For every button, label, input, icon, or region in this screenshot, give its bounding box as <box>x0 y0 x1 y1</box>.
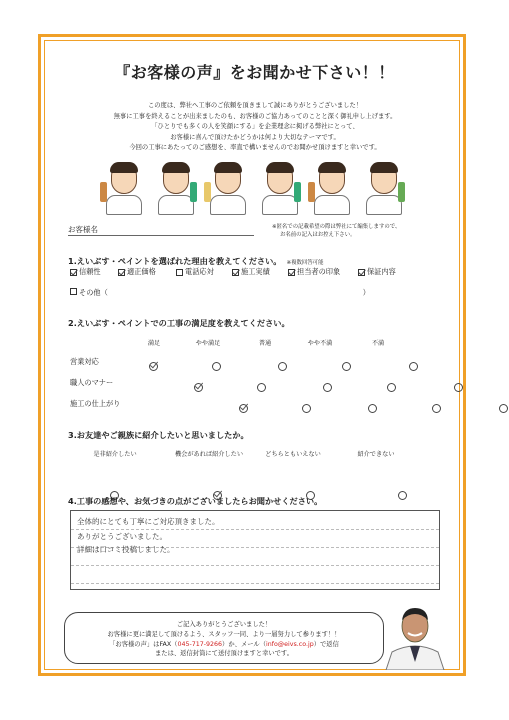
checkbox[interactable] <box>232 269 239 276</box>
q1-option-label: 保証内容 <box>367 267 396 276</box>
q3-option-label: どちらともいえない <box>265 451 321 458</box>
q1-option[interactable] <box>176 267 232 277</box>
q2-radio[interactable] <box>368 404 377 413</box>
privacy-note <box>272 223 400 239</box>
footer-line: お客様に更に満足して頂けるよう、スタッフ一同、より一層努力して参ります！！ <box>107 630 341 638</box>
q2-column-header: 不満 <box>371 340 385 347</box>
customer-name-field[interactable] <box>68 235 254 236</box>
checkbox[interactable] <box>70 269 77 276</box>
staff-illustration <box>312 162 352 216</box>
q2-radio[interactable] <box>257 383 266 392</box>
q4-title: 4.工事の感想や、お気づきの点がございましたらお聞かせください。 <box>68 496 323 506</box>
q2-radio[interactable] <box>387 383 396 392</box>
q1-option[interactable] <box>232 267 288 277</box>
q2-column-header: 満足 <box>147 340 161 347</box>
footer-line: ご記入ありがとうございました！ <box>176 621 272 628</box>
comment-line: 詳細は口コミ投稿しました。 <box>77 545 175 554</box>
intro-line: 今回の工事にあたってのご感想を、率直で構いませんのでお聞かせ頂けますと幸いです。 <box>129 144 381 151</box>
staff-illustration <box>104 162 144 216</box>
q2-radio[interactable] <box>432 404 441 413</box>
q1-option-label: 施工実績 <box>241 267 270 276</box>
q1-options <box>70 267 408 277</box>
q2-radio[interactable] <box>342 362 351 371</box>
footer-message <box>66 620 382 659</box>
q3-radio[interactable] <box>398 491 407 500</box>
q2-radio[interactable] <box>454 383 463 392</box>
intro-line: この度は、弊社へ工事のご依頼を頂きまして誠にありがとうございました！ <box>147 102 363 109</box>
q2-radio[interactable] <box>149 362 158 371</box>
q2-radio[interactable] <box>499 404 508 413</box>
q2-radio[interactable] <box>212 362 221 371</box>
q2-row-label: 職人のマナー <box>70 378 114 387</box>
staff-illustration <box>208 162 248 216</box>
staff-illustration <box>260 162 300 216</box>
q1-option-label: 信頼性 <box>79 267 101 276</box>
privacy-note-line: お名前の記入はお控え下さい。 <box>280 232 356 238</box>
page-title: 『お客様の声』をお聞かせ下さい！！ <box>114 63 395 82</box>
staff-illustration <box>364 162 404 216</box>
staff-illustration <box>156 162 196 216</box>
staff-illustrations <box>104 162 404 216</box>
q2-column-header: やや満足 <box>195 340 221 347</box>
intro-line: 無事に工事を終えることが出来ましたのも、お客様のご協力あってのことと深く御礼申し上げます。 <box>113 112 397 120</box>
email-link[interactable]: info@eivs.co.jp <box>266 640 314 648</box>
q1-option-label: 電話応対 <box>185 267 214 276</box>
q1-option[interactable] <box>288 267 358 277</box>
checkbox[interactable] <box>70 288 77 295</box>
q3-option-label: 紹介できない <box>357 451 395 458</box>
q2-column-header: 普通 <box>258 340 272 347</box>
q1-option-label: 適正価格 <box>127 267 156 276</box>
q1-option[interactable] <box>70 267 118 277</box>
q1-title: 1.えいぶす・ペイントを選ばれた理由を教えてください。 <box>68 256 282 266</box>
q3-option-label: 機会があれば紹介したい <box>174 451 244 458</box>
q1-other-label: その他（ <box>79 288 108 297</box>
footer-line <box>66 640 382 650</box>
checkbox[interactable] <box>358 269 365 276</box>
checkbox[interactable] <box>118 269 125 276</box>
staff-photo <box>382 600 448 670</box>
q3-title: 3.お友達やご親族に紹介したいと思いましたか。 <box>68 430 249 440</box>
intro-line: 「ひとりでも多くの人を笑顔にする」を企業理念に掲げる弊社にとって、 <box>151 123 359 130</box>
q2-rating-grid <box>0 0 509 19</box>
q2-radio[interactable] <box>278 362 287 371</box>
q1-other[interactable] <box>70 288 370 298</box>
q2-column-header: やや不満 <box>307 340 333 347</box>
q3-option-label: 是非紹介したい <box>93 451 137 458</box>
comment-box[interactable] <box>70 510 440 590</box>
intro-text <box>60 101 450 154</box>
footer-text: ）か、メール（ <box>222 640 266 648</box>
fax-number: 045-717-9266 <box>177 640 223 648</box>
q2-radio[interactable] <box>302 404 311 413</box>
q2-radio[interactable] <box>194 383 203 392</box>
privacy-note-line: ※匿名での記載希望の際は弊社にて編集しますので、 <box>272 224 401 230</box>
footer-text: 「お客様の声」はFAX（ <box>109 640 178 648</box>
comment-line: 全体的にとても丁寧にご対応頂きました。 <box>77 517 220 526</box>
q1-other-close: ） <box>362 288 370 297</box>
q1-heading <box>68 249 323 268</box>
q2-radio[interactable] <box>239 404 248 413</box>
q2-radio[interactable] <box>323 383 332 392</box>
q2-radio[interactable] <box>409 362 418 371</box>
checkbox[interactable] <box>288 269 295 276</box>
comment-line: ありがとうございました。 <box>77 532 167 541</box>
footer-line: または、返信封筒にて送付頂けますと幸いです。 <box>154 650 294 658</box>
q1-option[interactable] <box>118 267 176 277</box>
q1-note: ※複数回答可能 <box>286 260 324 266</box>
q2-title: 2.えいぶす・ペイントでの工事の満足度を教えてください。 <box>68 318 290 328</box>
intro-line: お客様に喜んで頂けたかどうかは何より大切なテーマです。 <box>170 133 340 141</box>
checkbox[interactable] <box>176 269 183 276</box>
customer-name-label: お客様名 <box>68 225 98 234</box>
q2-row-label: 営業対応 <box>70 357 99 366</box>
q1-option[interactable] <box>358 267 408 277</box>
footer-text: ）で返信 <box>313 640 339 648</box>
q2-row-label: 施工の仕上がり <box>70 399 121 408</box>
q1-option-label: 担当者の印象 <box>297 267 341 276</box>
